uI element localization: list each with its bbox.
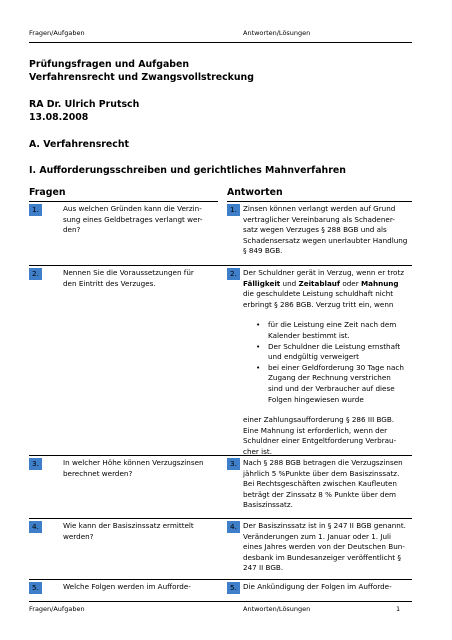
answer-line: Schuldner einer Entgeltforderung Verbrau- xyxy=(243,436,397,446)
question-number: 5. xyxy=(29,582,42,594)
answer-line: Eine Mahnung ist erforderlich, wenn der xyxy=(243,425,388,435)
question-number: 4. xyxy=(29,521,42,533)
question-text xyxy=(63,204,216,236)
answer-line: vertraglicher Vereinbarung als Schadener- xyxy=(243,214,395,224)
answer-line: Basiszinssatz. xyxy=(243,500,293,510)
spacer xyxy=(243,405,413,415)
answer-line xyxy=(243,279,413,290)
title-line-1: Prüfungsfragen und Aufgaben xyxy=(29,59,190,70)
question-text xyxy=(63,458,216,479)
answer-number: 2. xyxy=(227,268,240,280)
row-divider xyxy=(29,518,412,519)
answer-line: erbringt § 286 BGB. Verzug tritt ein, wenn xyxy=(243,299,394,309)
question-number: 1. xyxy=(29,204,42,216)
list-item xyxy=(243,363,413,405)
answer-line: Der Basiszinssatz ist in § 247 II BGB genannt. xyxy=(243,521,406,530)
question-text xyxy=(63,268,216,289)
list-item-line: • bei einer Geldforderung 30 Tage nach xyxy=(268,362,404,372)
list-item xyxy=(243,320,413,341)
title-line-2: Verfahrensrecht und Zwangsvollstreckung xyxy=(29,72,254,83)
question-line: den Eintritt des Verzuges. xyxy=(63,278,156,288)
row-divider xyxy=(29,579,412,580)
answer-line: cher ist. xyxy=(243,446,273,456)
author-block xyxy=(29,98,139,124)
question-text xyxy=(63,582,216,593)
answer-text xyxy=(243,458,413,511)
answer-line: Zinsen können verlangt werden auf Grund xyxy=(243,204,396,213)
keyword-mahnung: Mahnung xyxy=(360,278,399,288)
document-title xyxy=(29,58,254,84)
answer-number: 5. xyxy=(227,582,240,594)
answer-line: satz wegen Verzuges § 288 BGB und als xyxy=(243,225,387,235)
answer-line: Bei Rechtsgeschäften zwischen Kaufleuten xyxy=(243,479,397,489)
question-line: Aus welchen Gründen kann die Verzin- xyxy=(63,204,202,213)
list-item-line: Folgen hingewiesen wurde xyxy=(268,394,364,404)
answer-line: Der Schuldner gerät in Verzug, wenn er trotz xyxy=(243,268,405,277)
page-number: 1 xyxy=(396,605,401,613)
question-line: In welcher Höhe können Verzugszinsen xyxy=(63,458,204,467)
list-item-line: • für die Leistung eine Zeit nach dem xyxy=(268,320,397,330)
list-item-line: Zugang der Rechnung verstrichen xyxy=(268,373,391,383)
question-number: 3. xyxy=(29,458,42,470)
answer-line: § 849 BGB. xyxy=(243,246,283,256)
answer-line: die geschuldete Leistung schuldhaft nicht xyxy=(243,289,394,299)
footer-rule xyxy=(29,601,412,602)
footer-right: Antworten/Lösungen xyxy=(243,605,311,613)
column-heading-answers: Antworten xyxy=(227,187,283,198)
connector: und xyxy=(280,278,299,288)
answer-line: Veränderungen zum 1. Januar oder 1. Juli xyxy=(243,531,392,541)
question-text xyxy=(63,521,216,542)
answer-line: einer Zahlungsaufforderung § 286 III BGB. xyxy=(243,415,395,425)
header-left: Fragen/Aufgaben xyxy=(29,29,85,37)
question-line: Welche Folgen werden im Aufforde- xyxy=(63,582,191,591)
row-divider xyxy=(29,455,412,456)
header-right: Antworten/Lösungen xyxy=(243,29,311,37)
question-line: Nennen Sie die Voraussetzungen für xyxy=(63,268,194,277)
keyword-faelligkeit: Fälligkeit xyxy=(243,278,281,288)
row-divider-left xyxy=(29,201,218,202)
answer-text xyxy=(243,521,413,574)
footer-left: Fragen/Aufgaben xyxy=(29,605,85,613)
answer-line: beträgt der Zinssatz 8 % Punkte über dem xyxy=(243,489,397,499)
condition-list xyxy=(243,320,413,405)
keyword-zeitablauf: Zeitablauf xyxy=(298,278,341,288)
question-line: den? xyxy=(63,225,81,235)
row-divider xyxy=(29,265,412,266)
question-number: 2. xyxy=(29,268,42,280)
answer-text xyxy=(243,268,413,458)
answer-text xyxy=(243,204,413,257)
document-date: 13.08.2008 xyxy=(29,112,89,123)
answer-line: eines Jahres werden von der Deutschen Bun- xyxy=(243,542,405,552)
connector: oder xyxy=(340,278,361,288)
answer-line: Nach § 288 BGB betragen die Verzugszinsen xyxy=(243,458,403,467)
list-item-line: sind und der Verbraucher auf diese xyxy=(268,383,395,393)
question-line: sung eines Geldbetrages verlangt wer- xyxy=(63,214,203,224)
list-item-line: Kalender bestimmt ist. xyxy=(268,330,350,340)
list-item-line: • Der Schuldner die Leistung ernsthaft xyxy=(268,341,401,351)
answer-text xyxy=(243,582,413,593)
author-name: RA Dr. Ulrich Prutsch xyxy=(29,99,140,110)
section-heading-a: A. Verfahrensrecht xyxy=(29,139,129,150)
column-heading-questions: Fragen xyxy=(29,187,66,198)
header-rule xyxy=(29,42,412,43)
answer-number: 1. xyxy=(227,204,240,216)
answer-number: 4. xyxy=(227,521,240,533)
list-item xyxy=(243,342,413,363)
list-item-line: und endgültig verweigert xyxy=(268,352,359,362)
answer-line: 247 II BGB. xyxy=(243,563,284,573)
question-line: werden? xyxy=(63,531,94,541)
answer-line: jährlich 5 %Punkte über dem Basiszinssatz. xyxy=(243,468,400,478)
answer-line: Schadensersatz wegen unerlaubter Handlung xyxy=(243,235,408,245)
answer-line: Die Ankündigung der Folgen im Aufforde- xyxy=(243,582,392,591)
answer-number: 3. xyxy=(227,458,240,470)
spacer xyxy=(243,310,413,320)
answer-line: desbank im Bundesanzeiger veröffentlicht § xyxy=(243,552,401,562)
question-line: berechnet werden? xyxy=(63,468,133,478)
row-divider-right xyxy=(227,201,412,202)
section-heading-i: I. Aufforderungsschreiben und gerichtliches Mahnverfahren xyxy=(29,165,346,176)
question-line: Wie kann der Basiszinssatz ermittelt xyxy=(63,521,194,530)
